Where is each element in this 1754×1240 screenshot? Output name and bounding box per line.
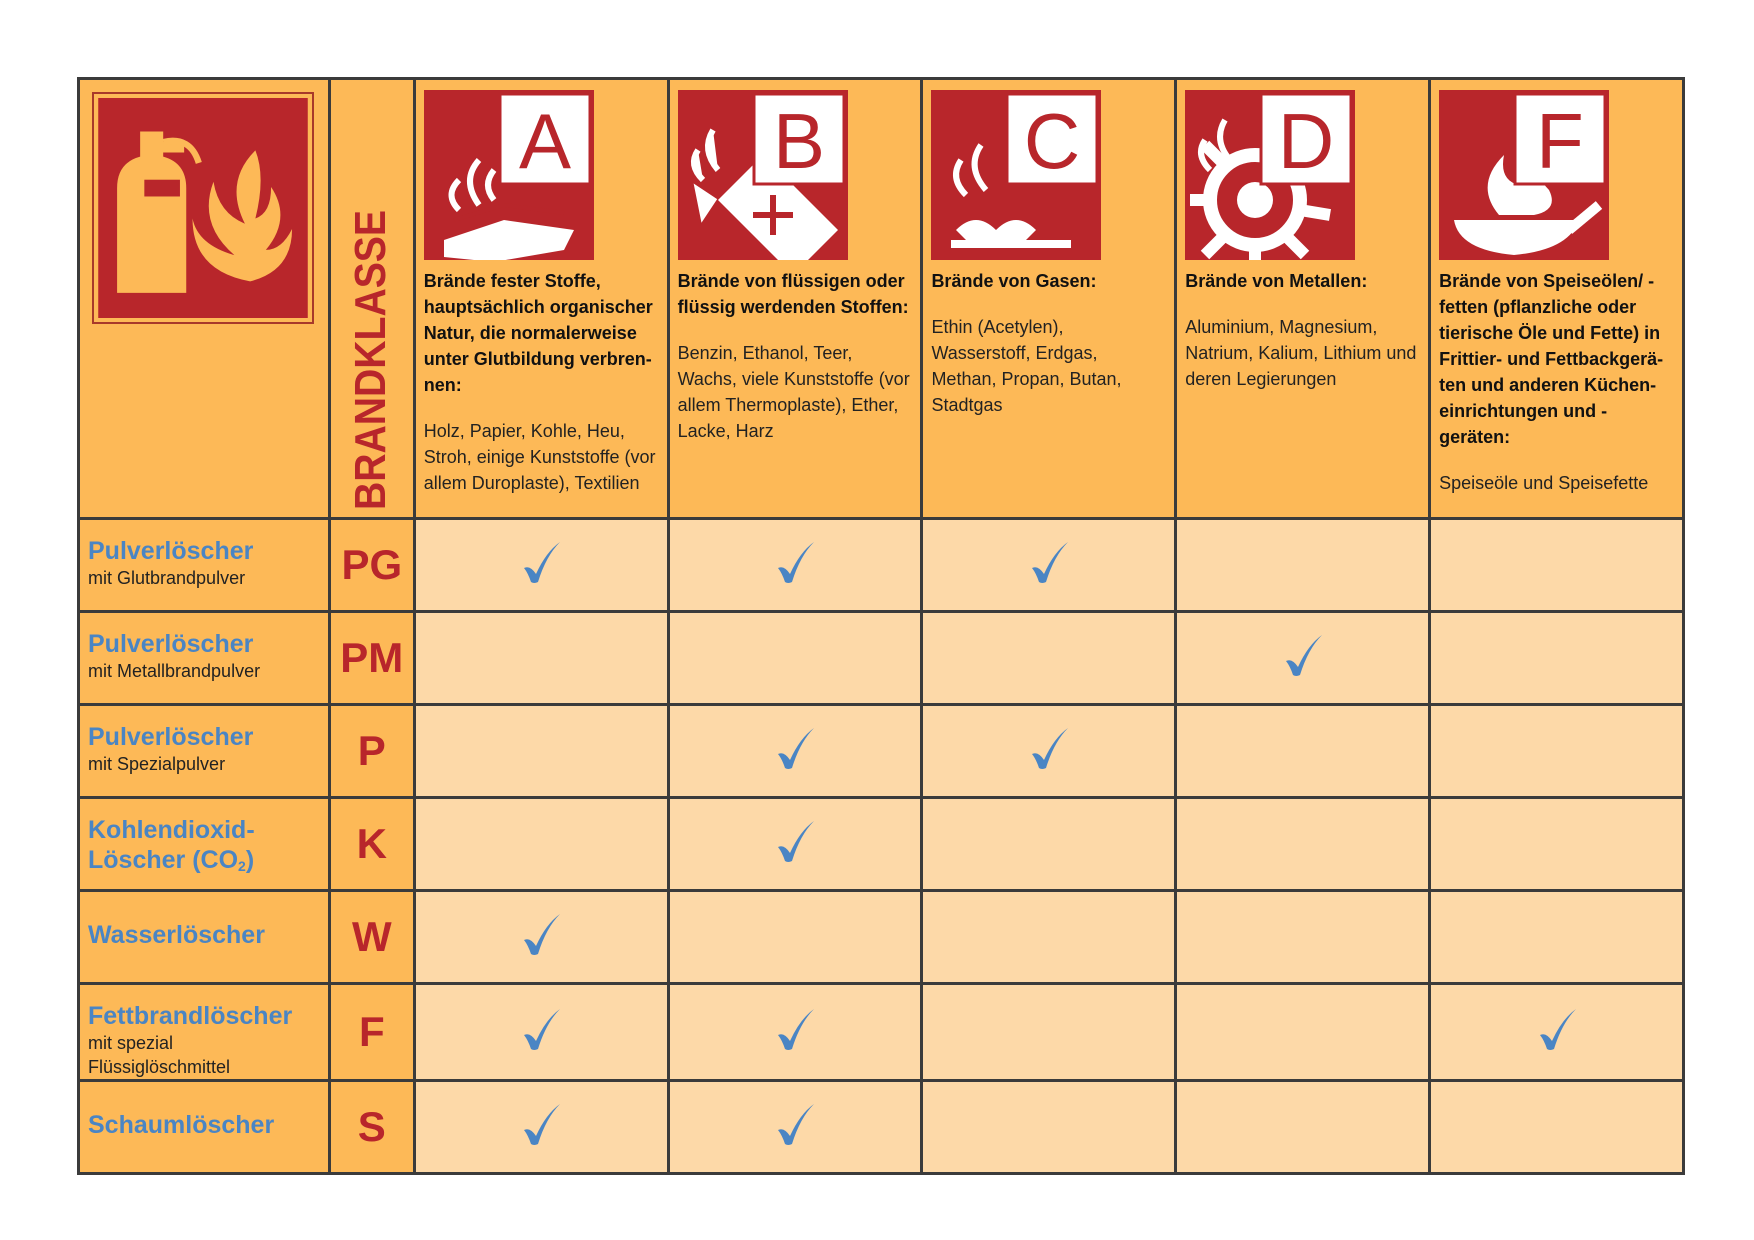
extinguisher-subtitle: mit Spezialpulver (88, 754, 226, 774)
extinguisher-name-cell (79, 612, 330, 705)
brandklasse-cell (329, 79, 414, 519)
checkmark-icon (772, 1040, 818, 1059)
suitability-cell-f (1430, 612, 1684, 705)
suitability-cell-c (922, 1081, 1176, 1174)
checkmark-icon (1534, 1040, 1580, 1059)
suitability-cell-a (414, 705, 668, 798)
suitability-cell-c (922, 798, 1176, 891)
suitability-cell-b (668, 984, 922, 1081)
suitability-cell-b (668, 705, 922, 798)
extinguisher-code: F (358, 1008, 385, 1055)
extinguisher-code-cell (329, 519, 414, 612)
extinguisher-name: Schaumlöscher (88, 1111, 275, 1139)
checkmark-icon (1280, 666, 1326, 685)
logo-cell (79, 79, 330, 519)
extinguisher-code-cell (329, 984, 414, 1081)
extinguisher-subtitle: mit Glutbrandpulver (88, 568, 246, 588)
extinguisher-code: W (351, 913, 392, 960)
class-header-a (414, 79, 668, 519)
suitability-cell-d (1176, 519, 1430, 612)
table-row (79, 519, 1684, 612)
checkmark-icon (518, 573, 564, 592)
extinguisher-name: Pulverlöscher (88, 723, 254, 751)
extinguisher-name-line2: Löscher $(CO_2)$ (88, 846, 255, 874)
suitability-cell-a (414, 798, 668, 891)
suitability-cell-b (668, 612, 922, 705)
checkmark-icon (772, 1135, 818, 1154)
extinguisher-code-cell (329, 612, 414, 705)
suitability-cell-f (1430, 798, 1684, 891)
checkmark-icon (518, 1135, 564, 1154)
extinguisher-name-cell (79, 519, 330, 612)
suitability-cell-a (414, 984, 668, 1081)
checkmark-icon (772, 759, 818, 778)
metal-fire-icon (1185, 90, 1355, 260)
checkmark-icon (1026, 573, 1072, 592)
class-examples: Speiseöle und Speisefette (1439, 473, 1649, 493)
class-examples: Benzin, Ethanol, Teer, Wachs, viele Kunststoffe (vor allem Thermoplaste), Ether, Lacke, Harz (677, 343, 910, 441)
suitability-cell-c (922, 984, 1176, 1081)
class-header-f (1430, 79, 1684, 519)
table-row (79, 798, 1684, 891)
suitability-cell-d (1176, 891, 1430, 984)
class-header-d (1176, 79, 1430, 519)
checkmark-icon (772, 852, 818, 871)
class-title: Brände von flüssigen oder flüssig werdenden Stoffen: (677, 271, 909, 317)
checkmark-icon (518, 945, 564, 964)
class-letter: A (518, 97, 571, 185)
extinguisher-name-cell (79, 984, 330, 1081)
class-examples: Holz, Papier, Kohle, Heu, Stroh, einige Kunststoffe (vor allem Duroplaste), Textilien (423, 421, 656, 493)
class-examples: Aluminium, Magnesium, Natrium, Kalium, Lithium und deren Legierungen (1185, 317, 1417, 389)
brandklasse-label-svg (331, 80, 409, 514)
class-title: Brände fester Stoffe, hauptsächlich organischer Natur, die normalerweise unter Glutbildung verbren-nen: (423, 271, 653, 395)
extinguisher-subtitle: mit spezial Flüssiglöschmittel (88, 1033, 231, 1077)
suitability-cell-f (1430, 519, 1684, 612)
class-examples: Ethin (Acetylen), Wasserstoff, Erdgas, Methan, Propan, Butan, Stadtgas (931, 317, 1122, 415)
class-letter: F (1536, 97, 1584, 185)
suitability-cell-f (1430, 705, 1684, 798)
brandklasse-label: BRANDKLASSE (345, 172, 395, 510)
extinguisher-name: Wasserlöscher (88, 921, 265, 949)
suitability-cell-a (414, 1081, 668, 1174)
suitability-cell-c (922, 705, 1176, 798)
suitability-cell-b (668, 798, 922, 891)
extinguisher-code-cell (329, 891, 414, 984)
extinguisher-name: Kohlendioxid- (88, 816, 255, 844)
suitability-cell-d (1176, 612, 1430, 705)
suitability-cell-a (414, 519, 668, 612)
extinguisher-name-cell (79, 705, 330, 798)
extinguisher-code: S (357, 1103, 386, 1150)
fire-extinguisher-sign-icon (92, 92, 314, 324)
extinguisher-code: P (357, 727, 386, 774)
class-letter: D (1278, 97, 1335, 185)
class-title: Brände von Metallen: (1185, 271, 1368, 291)
extinguisher-name-cell (79, 891, 330, 984)
suitability-cell-d (1176, 798, 1430, 891)
suitability-cell-f (1430, 984, 1684, 1081)
extinguisher-code: PM (340, 634, 404, 681)
class-letter: C (1024, 97, 1081, 185)
suitability-cell-b (668, 1081, 922, 1174)
extinguisher-name: Pulverlöscher (88, 537, 254, 565)
suitability-cell-f (1430, 1081, 1684, 1174)
suitability-cell-d (1176, 1081, 1430, 1174)
class-letter: B (772, 97, 825, 185)
extinguisher-name-cell (79, 1081, 330, 1174)
extinguisher-code-cell (329, 705, 414, 798)
suitability-cell-d (1176, 705, 1430, 798)
extinguisher-name-cell (79, 798, 330, 891)
table-row (79, 1081, 1684, 1174)
cooking-oil-fire-icon (1439, 90, 1609, 260)
extinguisher-subtitle: mit Metallbrandpulver (88, 661, 261, 681)
suitability-cell-a (414, 891, 668, 984)
suitability-cell-d (1176, 984, 1430, 1081)
checkmark-icon (518, 1040, 564, 1059)
suitability-cell-c (922, 519, 1176, 612)
class-header-b (668, 79, 922, 519)
extinguisher-code: K (356, 820, 387, 867)
suitability-cell-c (922, 891, 1176, 984)
extinguisher-table (77, 77, 1685, 1175)
suitability-cell-b (668, 891, 922, 984)
table-row (79, 891, 1684, 984)
extinguisher-name: Fettbrandlöscher (88, 1002, 293, 1030)
table-row (79, 612, 1684, 705)
suitability-cell-a (414, 612, 668, 705)
suitability-cell-b (668, 519, 922, 612)
gas-fire-icon (931, 90, 1101, 260)
suitability-cell-f (1430, 891, 1684, 984)
header-row (79, 79, 1684, 519)
extinguisher-code-cell (329, 798, 414, 891)
table-row (79, 984, 1684, 1081)
table-row (79, 705, 1684, 798)
class-title: Brände von Gasen: (931, 271, 1097, 291)
class-header-c (922, 79, 1176, 519)
checkmark-icon (1026, 759, 1072, 778)
extinguisher-code: PG (341, 541, 403, 588)
solid-fuel-fire-icon (424, 90, 594, 260)
suitability-cell-c (922, 612, 1176, 705)
liquid-fire-icon (678, 90, 848, 260)
extinguisher-name: Pulverlöscher (88, 630, 254, 658)
extinguisher-code-cell (329, 1081, 414, 1174)
checkmark-icon (772, 573, 818, 592)
class-title: Brände von Speiseölen/ -fetten (pflanzliche oder tierische Öle und Fette) in Frittier- und Fettbackgerä-ten und anderen Küchen-einrichtungen und -geräten: (1439, 271, 1664, 447)
fire-class-matrix (77, 77, 1685, 1169)
